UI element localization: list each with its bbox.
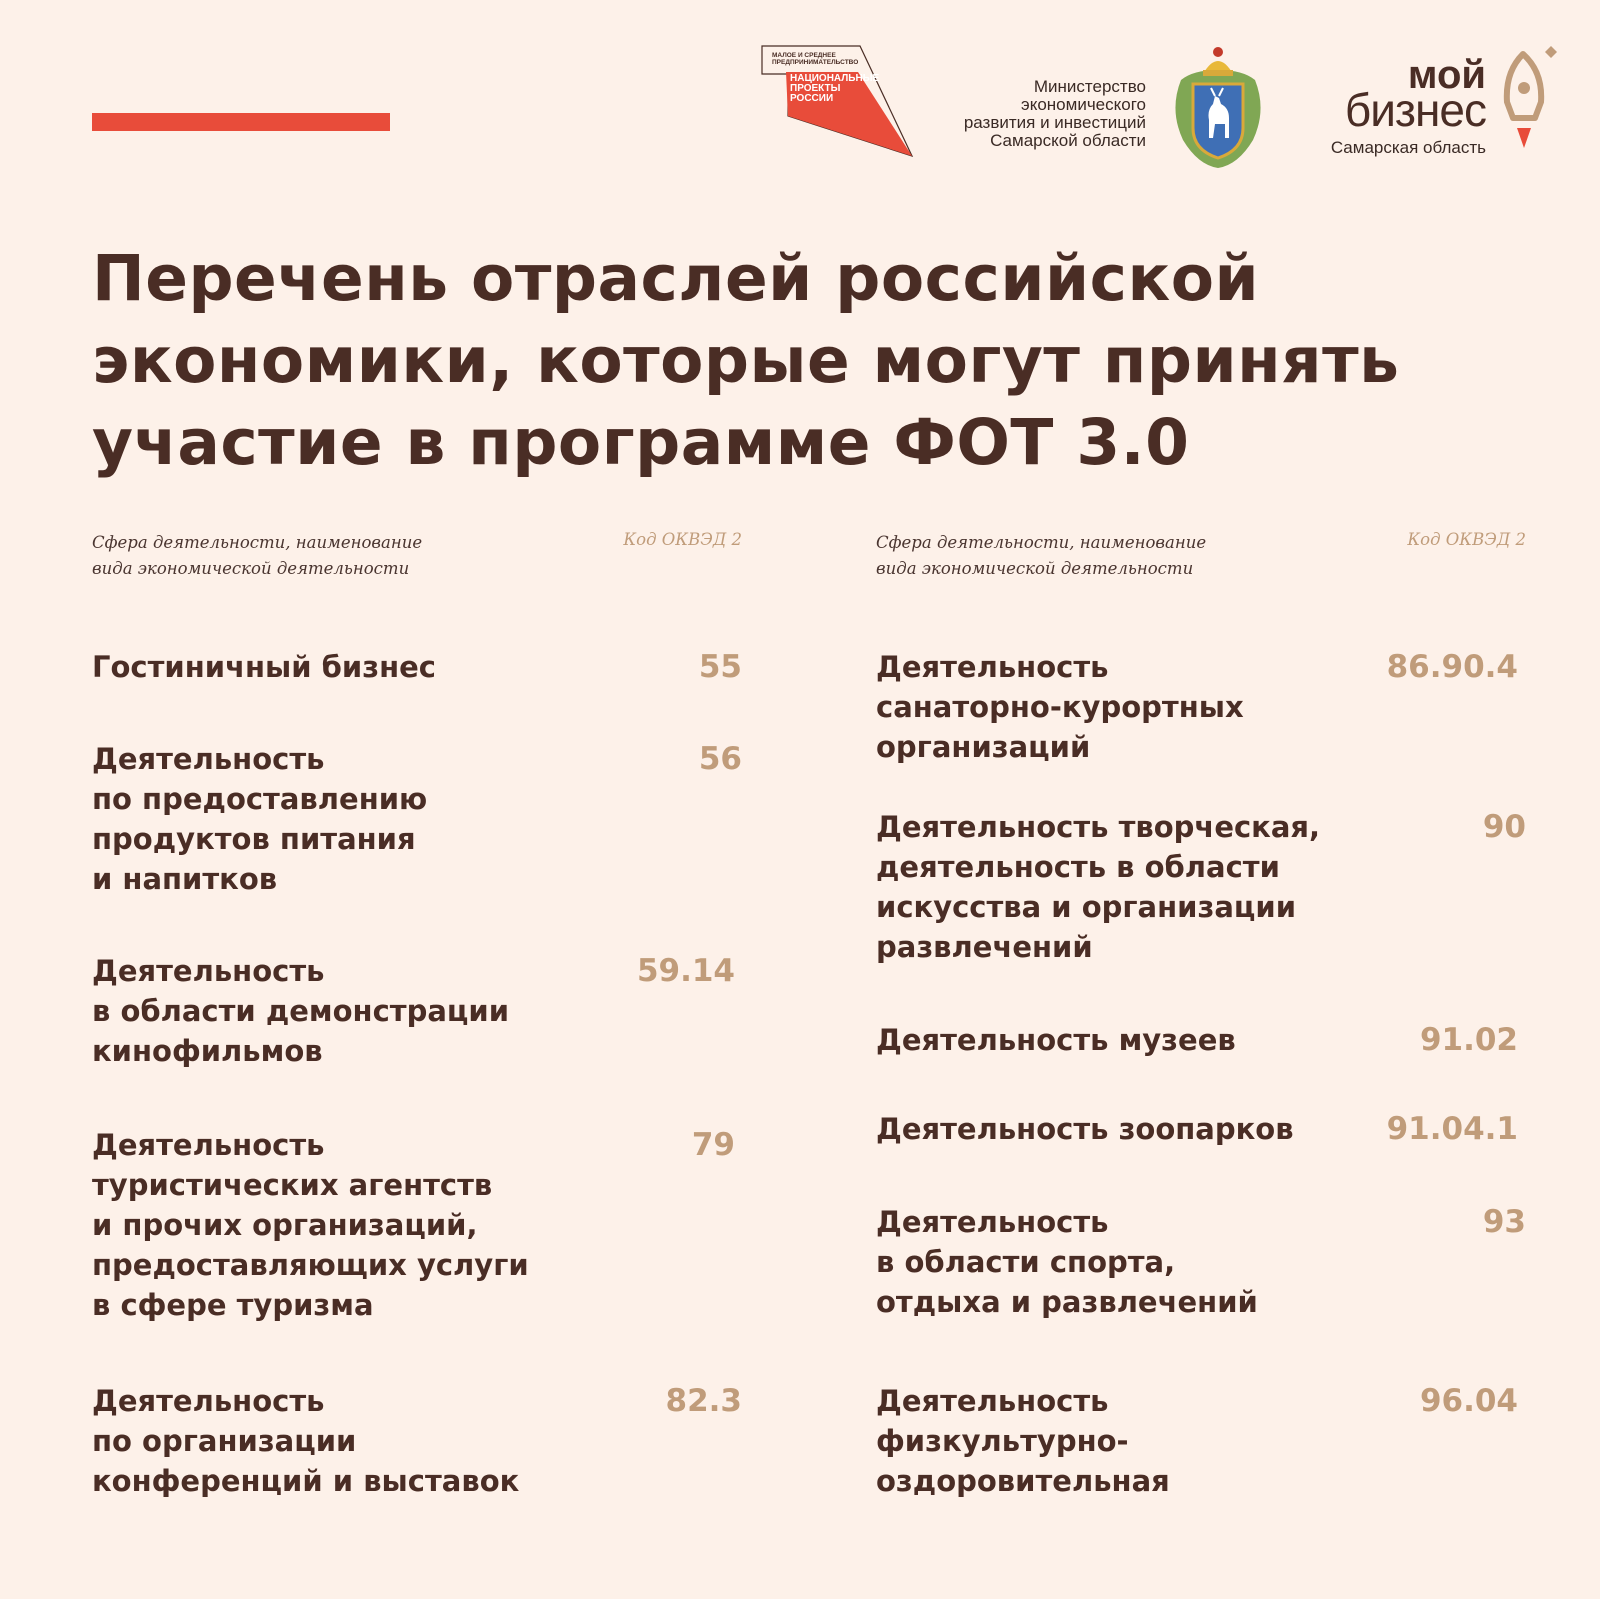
title-line: участие в программе ФОТ 3.0 [92,406,1190,479]
okved-code: 90 [1482,809,1526,845]
list-item: Деятельность творческая, деятельность в области искусства и организации развлечений [876,810,1321,964]
okved-code: 91.02 [1419,1022,1518,1058]
okved-code: 86.90.4 [1386,649,1518,685]
okved-code: 82.3 [665,1383,742,1419]
list-item: Гостиничный бизнес [92,650,436,684]
np-small-text: МАЛОЕ И СРЕДНЕЕ ПРЕДПРИНИМАТЕЛЬСТВО [772,52,859,66]
samara-coat-of-arms-icon [1163,40,1273,170]
list-item: Деятельность по организации конференций и выставок [92,1384,520,1498]
moy-biznes-logo-line1: мой [1407,53,1486,97]
okved-code: 55 [698,649,742,685]
np-big-text: НАЦИОНАЛЬНЫЕ ПРОЕКТЫ РОССИИ [790,73,880,104]
ministry-name: Министерство экономического развития и инвестиций Самарской области [963,77,1146,150]
okved-code: 93 [1482,1204,1526,1240]
right-activity-header: Сфера деятельности, наименование вида экономической деятельности [876,533,1207,578]
okved-code: 79 [691,1127,735,1163]
list-item: Деятельность в области демонстрации кинофильмов [92,954,510,1068]
list-item: Деятельность зоопарков [876,1112,1294,1146]
okved-code: 96.04 [1419,1383,1518,1419]
okved-code: 56 [698,741,742,777]
right-code-header: Код ОКВЭД 2 [1407,530,1526,549]
accent-bar [92,113,390,131]
title-line: Перечень отраслей российской [92,242,1260,315]
list-item: Деятельность в области спорта, отдыха и развлечений [876,1205,1258,1319]
list-item: Деятельность санаторно-курортных организаций [876,650,1244,764]
left-code-header: Код ОКВЭД 2 [623,530,742,549]
title-line: экономики, которые могут принять [92,324,1400,397]
left-activity-header: Сфера деятельности, наименование вида экономической деятельности [92,533,423,578]
okved-code: 91.04.1 [1386,1111,1518,1147]
list-item: Деятельность физкультурно- оздоровительная [876,1384,1170,1498]
list-item: Деятельность музеев [876,1023,1236,1057]
okved-code: 59.14 [636,953,735,989]
moy-biznes-region: Самарская область [1330,138,1486,157]
list-item: Деятельность по предоставлению продуктов питания и напитков [92,742,428,896]
national-projects-logo [760,44,915,160]
moy-biznes-logo-line2: бизнес [1344,84,1486,136]
page-title [92,238,1512,484]
rocket-icon [1495,44,1565,154]
list-item: Деятельность туристических агентств и прочих организаций, предоставляющих услуги в сфере туризма [92,1128,529,1322]
